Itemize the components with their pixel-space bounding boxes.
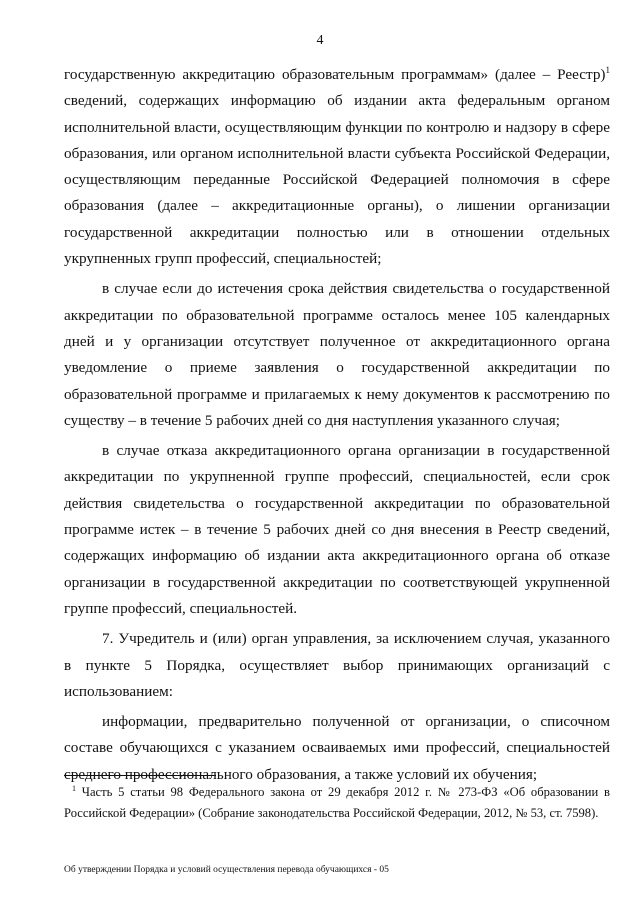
paragraph-continuation: [64, 62, 610, 272]
page-number: 4: [316, 33, 324, 48]
paragraph-text-tail: сведений, содержащих информацию об издании акта федеральным органом исполнительной власти, осуществляющим функции по контролю и надзору в сфере образования, или органом исполнительной власти субъекта Российской Федерации, осуществляющим переданные Российской Федерацией полномочия в сфере образования (далее – аккредитационные органы), о лишении организации государственной аккредитации полностью или в отношении отдельных укрупненных групп профессий, специальностей;: [64, 92, 610, 268]
paragraph-expiry-case: в случае если до истечения срока действия свидетельства о государственной аккредитации по образовательной программе осталось менее 105 календарных дней и у организации отсутствует полученное от аккредитационного органа уведомление о приеме заявления о государственной аккредитации по образовательной программе и прилагаемых к нему документов к рассмотрению по существу – в течение 5 рабочих дней со дня наступления указанного случая;: [64, 280, 610, 429]
footnote: [64, 782, 610, 824]
paragraph-information: информации, предварительно полученной от организации, о списочном составе обучающихся с указанием осваиваемых ими профессий, специальностей среднего профессионального образования, а также условий их обучения;: [64, 713, 610, 783]
paragraph-refusal-case: в случае отказа аккредитационного органа организации в государственной аккредитации по укрупненной группе профессий, специальностей, если срок действия свидетельства о государственной аккредитации по образовательной программе истек – в течение 5 рабочих дней со дня внесения в Реестр сведений, содержащих информацию об издании акта аккредитационного органа об отказе организации в государственной аккредитации по соответствующей укрупненной группе профессий, специальностей.: [64, 442, 610, 617]
footnote-marker: 1: [72, 783, 76, 793]
body-text: [64, 62, 610, 788]
page-footer: Об утверждении Порядка и условий осуществления перевода обучающихся - 05: [64, 865, 389, 875]
footnote-text: Часть 5 статьи 98 Федерального закона от 29 декабря 2012 г. № 273-ФЗ «Об образовании в Российской Федерации» (Собрание законодательства Российской Федерации, 2012, № 53, ст. 7598).: [64, 785, 610, 820]
paragraph-item-7: 7. Учредитель и (или) орган управления, за исключением случая, указанного в пункте 5 Порядка, осуществляет выбор принимающих организаций с использованием:: [64, 630, 610, 700]
paragraph-text: государственную аккредитацию образовательным программам» (далее – Реестр): [64, 66, 606, 83]
footnote-separator: [64, 775, 216, 776]
footnote-reference: 1: [605, 64, 610, 75]
